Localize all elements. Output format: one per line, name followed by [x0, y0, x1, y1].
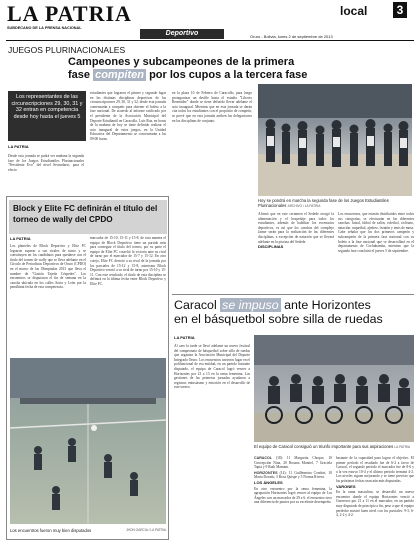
story1-headline-line2	[68, 69, 358, 82]
horizontes-text: (14): 11 Guillermina Condori, 10 Marta Dorado, 3 Rosa Quispe y 5 Norma Rivera.	[254, 470, 332, 480]
caracol-text: (18): 11 Margarita Choque, 10 Concepción Nina, 20 Rosana Montiel, 7 Graciela Tapia y 9 Ruth Mamani.	[254, 456, 332, 470]
caracol-lineup	[254, 456, 332, 470]
story1-source: LA PATRIA	[8, 144, 29, 149]
tagline: SUBDECANO DE LA PRENSA NACIONAL	[7, 26, 82, 30]
caracol-label: CARACOL	[254, 456, 272, 460]
dateline: Oruro - Bolivia, lunes 2 de septiembre de 2013	[250, 34, 333, 39]
story3-top-rule	[172, 294, 414, 295]
story1-pull-quote: Los representantes de las circunscripciones 29, 30, 31 y 32 entran en competencia desde hoy hasta el jueves 5	[8, 91, 86, 141]
story3-headline-mid: ante Horizontes	[284, 298, 371, 312]
story2-col1: Los planteles de Block Deportivo y Elite FC lograron superar a sus rivales de turno y se constituyen en los candidatos para quedarse con el título del torneo de wally que se lleva adelante en el Círculo de Periodistas Deportivos de Oruro (CPDO) en el marco de las Olimpiadas 2013 que lleva el nombre de "Gastón Tajeda Céspedes". Los encuentros se disputaron el fin de semana en la cancha ubicada en los calles Soria y León por la penúltima fecha de esta competencia.	[10, 244, 86, 290]
story1-col3: en la plaza 10 de Febrero de Caracollo, para luego protagonizar un desfile hasta el estadio "Liborio Bermúdez" donde se tiene definido llevar adelante el acto inaugural. Mientras que en esta jornada se darán cita todos los estudiantes con el propósito de competir, se prevé que en esta jornada arriben las delegaciones en las disciplinas de conjunto.	[172, 91, 252, 123]
story3-headline-line2: en el básquetbol sobre silla de ruedas	[174, 312, 383, 326]
story3-source: LA PATRIA	[174, 335, 195, 340]
story2-source: LA PATRIA	[10, 236, 31, 241]
masthead	[0, 0, 420, 42]
deportivo-badge: Deportivo	[140, 29, 224, 39]
story3-col4-text: En la rama masculina, se desarrolló un nuevo encuentro donde el equipo Horizontes venció a Guerreros por 21 a 11 en el marcador, en un partido muy disputado de principio a fin, pese a que el equipo perdedor mostró buen nivel con los parciales: 9-3, 6-4, 2-2 y 4-2.	[336, 490, 414, 518]
story1-headline-emphasis: compiten	[95, 69, 144, 81]
story1-headline-pre: fase	[68, 69, 91, 81]
students-parade-image	[258, 84, 412, 196]
story3-col1: Al caer la tarde se llevó adelante un nuevo festival del campeonato de básquetbol sobre silla de ruedas que organiza la Asociación Municipal del Deporte Integrado Oruro. Los encuentros tuvieron lugar en el polifuncional de esa entidad, en un partido bastante disputado, el equipo de Caracol logró vencer a Horizontes por 23 a 13 en la rama femenina. Las gestiones de las primeras jornadas ayudaron a registrar, entusiasmo y emoción en el desarrollo de este torneo.	[174, 344, 250, 390]
story3-col2	[254, 456, 332, 542]
horizontes-lineup	[254, 471, 332, 480]
story1-col2: estudiantes que lograron el primer y segundo lugar en las distintas disciplinas deportivas de las circunscripciones 29, 30, 31 y 32, desde esta jornada comenzarán a competir para obtener el boleto a la fase nacional. De acuerdo al informe ratificado por el presidente de la Asociación Municipal del Deporte Estudiantil en Caracollo, Luis Roa, en horas de la mañana de hoy se tiene definido realizar el acto inaugural de estos juegos, en la Unidad Educativa del Departamento se concentrarán a las 09:00 horas.	[90, 91, 166, 141]
story3-photo-caption	[254, 444, 414, 450]
story3-photo	[254, 335, 414, 442]
story3-photo-credit: LA PATRIA	[394, 445, 411, 449]
story2-headline: Block y Elite FC definirán el título del torneo de wally del CPDO	[9, 200, 167, 234]
story1-col4	[258, 212, 334, 288]
story3-headline-emphasis: se impuso	[222, 298, 279, 312]
angeles-subhead: LOS ÁNGELES	[254, 479, 283, 485]
disciplinas-subhead: DISCIPLINAS	[258, 244, 284, 250]
varones-subhead: VARONES	[336, 483, 356, 489]
story3-col3: En otro encuentro por la rama femenina, la agrupación Horizontes logró vencer al equipo de Los Ángeles con un marcador de 29 a 6, el encuentro tuvo una diferencia de puntos por su excelente desempeño.	[254, 486, 332, 505]
story2-photo	[10, 358, 166, 524]
volleyball-court-image	[10, 358, 166, 524]
story3-headline	[174, 298, 418, 326]
masthead-rule	[6, 40, 414, 41]
story1-photo	[258, 84, 412, 196]
story2-caption-text: Los encuentros fueron muy bien disputados	[10, 528, 92, 533]
story2-photo-caption	[10, 528, 166, 533]
story1-col4-text: Afirmó que en este certamen el Sedede otorgó la alimentación y el hospedaje para todos los estudiantes, además de habilitar los escenarios deportivos, es así que los canchas del complejo Jaime serán para la realización de las diferentes disciplinas, a excepción de natación que se llevará adelante en la piscina del Sedede.	[258, 212, 334, 244]
story1-kicker: JUEGOS PLURINACIONALES	[8, 45, 126, 55]
story3-col4	[336, 456, 414, 542]
story1-headline-post: por los cupos a la tercera fase	[149, 69, 308, 81]
wheelchair-team-image	[254, 335, 414, 442]
page-number: 3	[393, 2, 407, 18]
section-label: local	[340, 4, 368, 18]
story3-caption-text: El equipo de Caracol consiguió un triunfo importante para sus aspiraciones	[254, 444, 394, 449]
logo: LA PATRIA	[7, 1, 132, 26]
story1-headline	[68, 56, 358, 82]
story1-photo-caption	[258, 198, 414, 209]
story1-col1: Desde esta jornada se podrá ver mañana la segunda fase de los Juegos Estudiantiles Plurinacionales "Presidente Evo" del nivel Secundario, para el efecto	[8, 154, 84, 172]
story1-photo-credit: ARCHIVO / LA PATRIA	[287, 204, 321, 208]
story1-headline-line1: Campeones y subcampeones de la primera	[68, 56, 295, 68]
story3-headline-line1	[174, 298, 418, 312]
story1-caption-text: Hoy se pondrá en marcha la segunda fase de los Juegos Estudiantiles Plurinacionales	[258, 198, 389, 208]
story3-col2-text: bastante de la capacidad para lograr el objetivo. El primer período el resultado fue de 6-2 a favor de Caracol, el segundo período el marcador fue de 8-6 y a la vez estuvo 10-4 y el último período terminó 4-2. Los niveles siguen mejorando y se tiene previsto que las próximas fechas sean aún más disputadas.	[336, 456, 414, 483]
story2-col2: marcador de 15-10, 15-11 y 15-8, de esta manera el equipo de Block Deportivo tiene un partido más para conseguir el título del torneo, por su parte el equipo de Elite FC cosechó la victoria ante su rival de turno por el marcador de 15-7 y 15-12. En otro cotejo, Elite FC derrotó a su rival de la jornada por los parciales de 15-12 y 15-8, asimismo Block Deportivo venció a su rival de turno por 15-10 y 15-11. Con este resultado, el título de esta disciplina se definirá en la última fecha entre Block Deportivo y Elite FC.	[90, 236, 166, 286]
story1-col5: Los encuentros, que estarán distribuidos entre todos sus categorías, se efectuarán en las diferentes canchas: futsal, fútbol de salón, voleibol, ciclismo, natación, raquetbol, ajedrez, frontón y tenis de mesa. Cabe señalar que los dos primeros campeón y subcampeón de la primera fase nacional con su boleto a la fase nacional que se desarrollará en el departamento de Cochabamba, mientras que la segunda fase concluirá el jueves 5 de septiembre.	[338, 212, 414, 253]
story3-headline-pre: Caracol	[174, 298, 217, 312]
story2-photo-credit: JHON GARCIA / LA PATRIA	[126, 528, 166, 532]
horizontes-label: HORIZONTES	[254, 470, 278, 475]
